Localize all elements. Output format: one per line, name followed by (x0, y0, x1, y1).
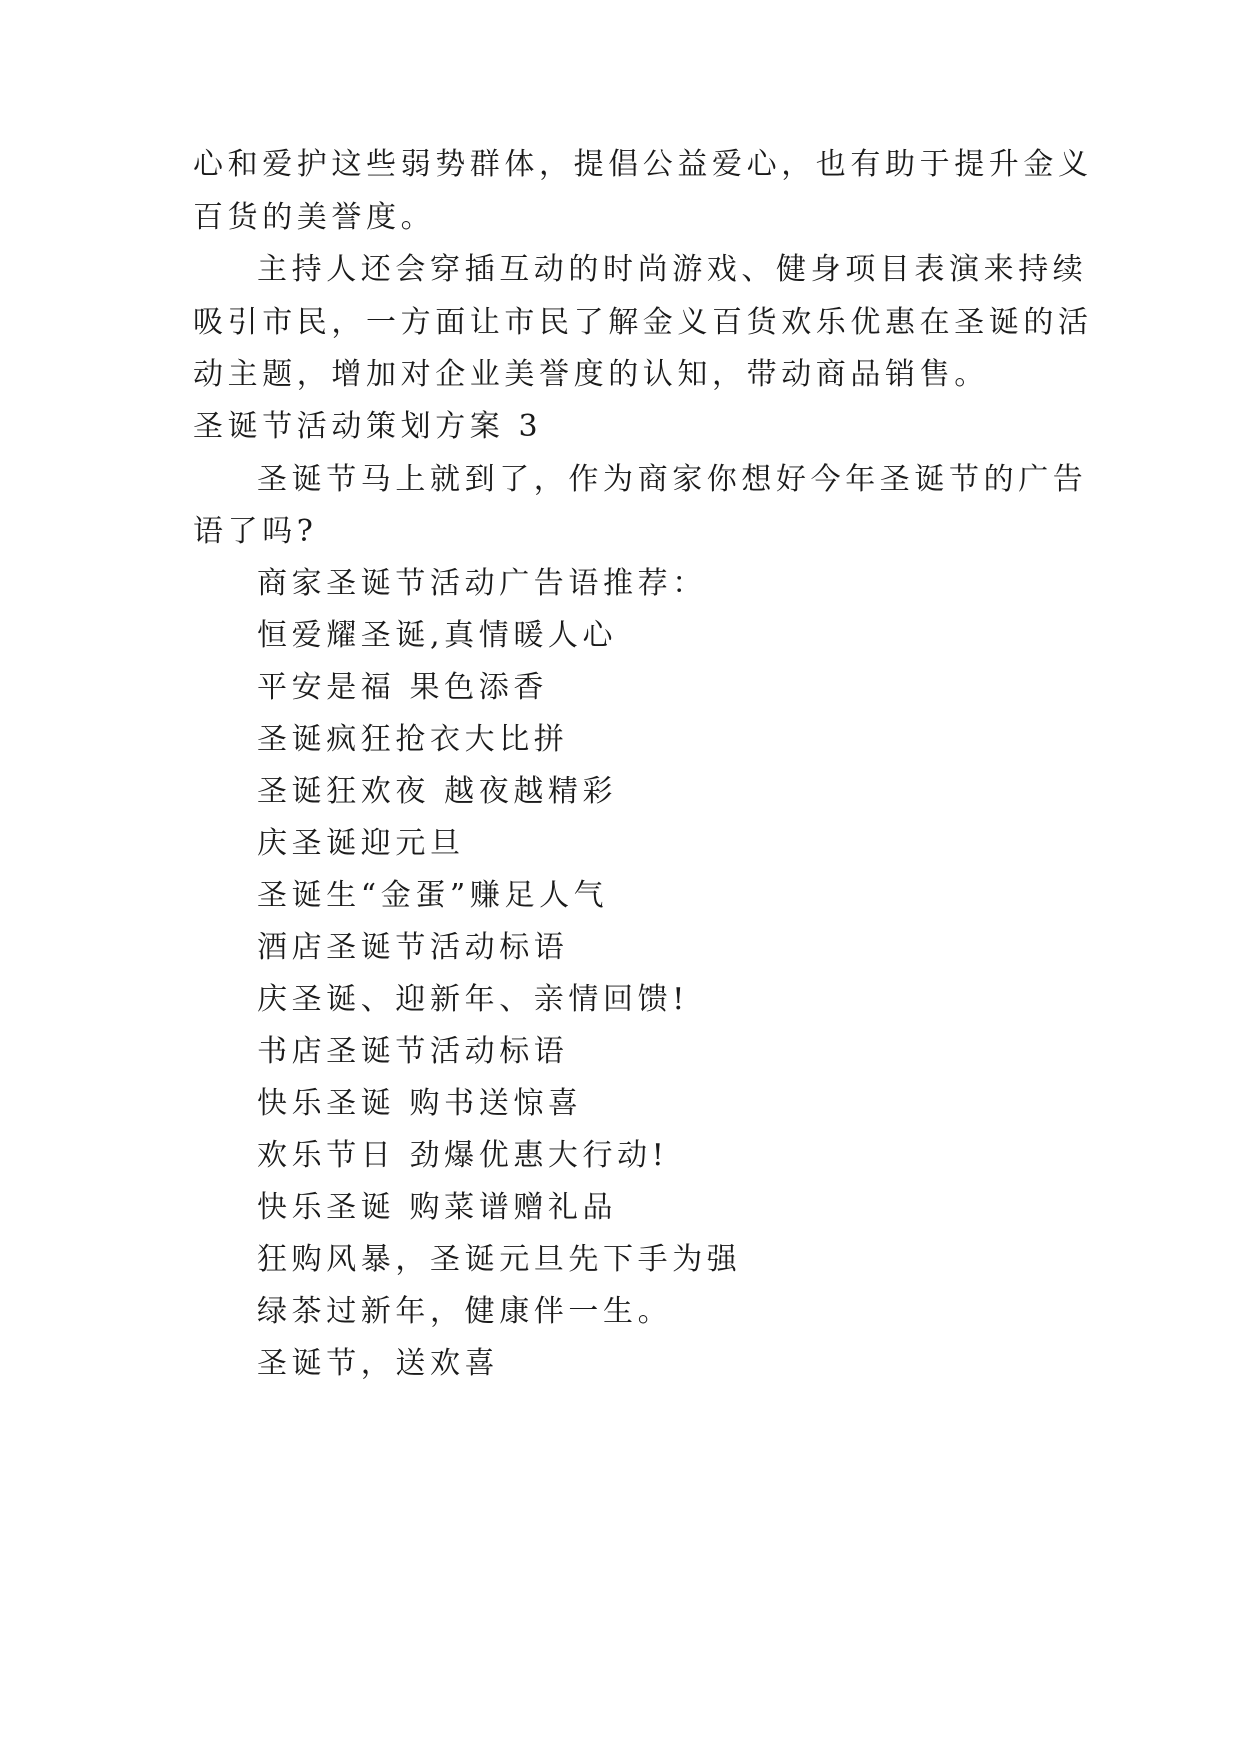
slogan-line: 狂购风暴，圣诞元旦先下手为强 (257, 1242, 742, 1277)
paragraph-line: 语了吗? (193, 514, 318, 549)
slogan-line: 快乐圣诞 购书送惊喜 (257, 1086, 583, 1121)
paragraph-line: 心和爱护这些弱势群体，提倡公益爱心，也有助于提升金义 (193, 147, 1093, 182)
paragraph-line: 吸引市民，一方面让市民了解金义百货欢乐优惠在圣诞的活 (193, 305, 1093, 340)
slogan-line: 欢乐节日 劲爆优惠大行动! (257, 1138, 669, 1173)
paragraph-line: 百货的美誉度。 (193, 200, 436, 235)
slogan-line: 庆圣诞、迎新年、亲情回馈! (257, 982, 689, 1017)
list-heading: 商家圣诞节活动广告语推荐： (257, 566, 707, 601)
slogan-category: 书店圣诞节活动标语 (257, 1034, 569, 1069)
slogan-line: 平安是福 果色添香 (257, 670, 548, 705)
slogan-line: 圣诞疯狂抢衣大比拼 (257, 722, 569, 757)
paragraph-line: 主持人还会穿插互动的时尚游戏、健身项目表演来持续 (257, 252, 1088, 287)
slogan-line: 圣诞节，送欢喜 (257, 1346, 500, 1381)
slogan-line: 庆圣诞迎元旦 (257, 826, 465, 861)
paragraph-line: 圣诞节马上就到了，作为商家你想好今年圣诞节的广告 (257, 462, 1088, 497)
slogan-line: 圣诞生“金蛋”赚足人气 (257, 878, 609, 913)
slogan-line: 快乐圣诞 购菜谱赠礼品 (257, 1190, 618, 1225)
slogan-line: 绿茶过新年，健康伴一生。 (257, 1294, 673, 1329)
paragraph-line: 动主题，增加对企业美誉度的认知，带动商品销售。 (193, 357, 989, 392)
slogan-line: 恒爱耀圣诞,真情暖人心 (257, 618, 618, 653)
section-heading: 圣诞节活动策划方案 3 (193, 409, 543, 444)
slogan-category: 酒店圣诞节活动标语 (257, 930, 569, 965)
slogan-line: 圣诞狂欢夜 越夜越精彩 (257, 774, 618, 809)
